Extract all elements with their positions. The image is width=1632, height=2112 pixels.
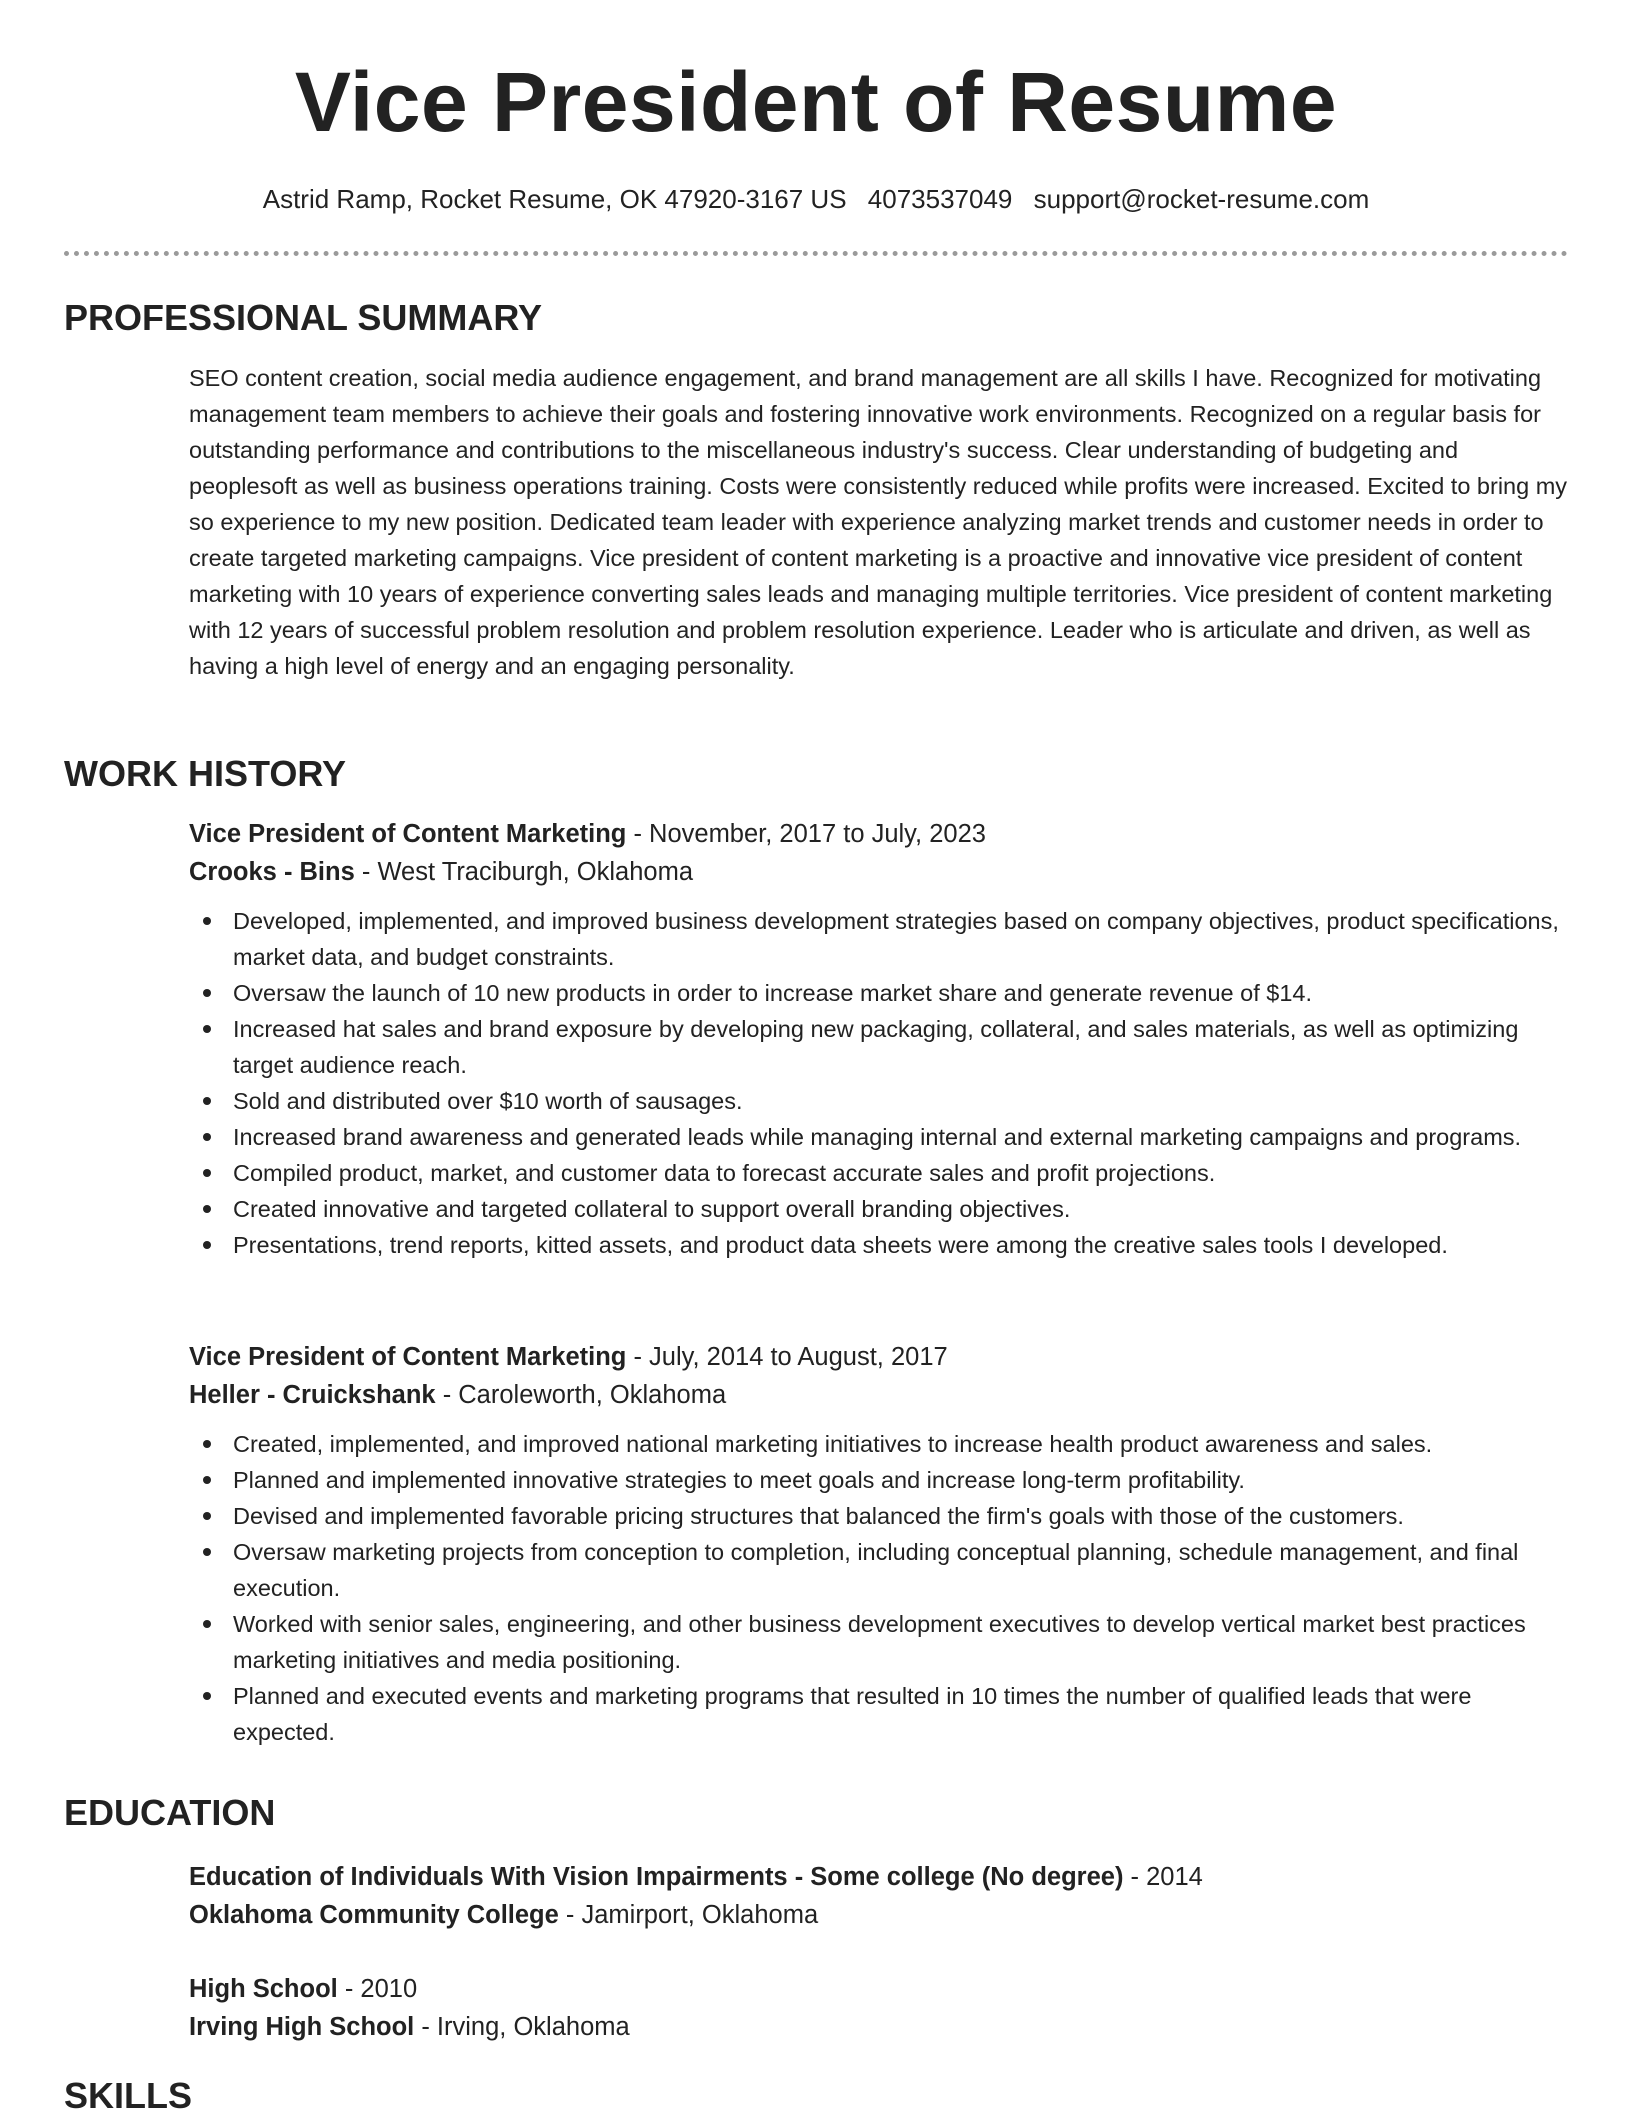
education-school-line xyxy=(189,1896,1569,1934)
job-entry xyxy=(189,1338,1569,1750)
job-title-line xyxy=(189,815,1569,853)
education-location: - Jamirport, Oklahoma xyxy=(558,1901,819,1929)
job-company: Crooks - Bins xyxy=(189,858,355,886)
education-school: Irving High School xyxy=(189,2013,415,2041)
job-bullet: Increased hat sales and brand exposure by developing new packaging, collateral, and sales materials, as well as optimizing target audience reach. xyxy=(189,1011,1569,1083)
education-entry xyxy=(189,1858,1569,1934)
job-bullet: Increased brand awareness and generated leads while managing internal and external marketing campaigns and programs. xyxy=(189,1119,1569,1155)
job-bullet: Planned and executed events and marketing programs that resulted in 10 times the number of qualified leads that were expected. xyxy=(189,1678,1569,1750)
job-bullet: Worked with senior sales, engineering, and other business development executives to develop vertical market best practices marketing initiatives and media positioning. xyxy=(189,1606,1569,1678)
contact-email: support@rocket-resume.com xyxy=(1033,184,1370,214)
contact-line xyxy=(0,182,1632,216)
job-location: - West Traciburgh, Oklahoma xyxy=(354,858,694,886)
education-degree-line xyxy=(189,1858,1569,1896)
skills-heading: SKILLS xyxy=(64,2075,193,2112)
job-bullet-list xyxy=(189,903,1569,1263)
education-location: - Irving, Oklahoma xyxy=(414,2013,630,2041)
education-entry xyxy=(189,1970,1569,2046)
job-entry xyxy=(189,815,1569,1263)
job-bullet: Created innovative and targeted collateral to support overall branding objectives. xyxy=(189,1191,1569,1227)
job-location: - Caroleworth, Oklahoma xyxy=(435,1381,727,1409)
education-school: Oklahoma Community College xyxy=(189,1901,559,1929)
education-year: - 2014 xyxy=(1123,1863,1203,1891)
job-company-line xyxy=(189,853,1569,891)
job-bullet: Oversaw marketing projects from conception to completion, including conceptual planning, schedule management, and final execution. xyxy=(189,1534,1569,1606)
job-company: Heller - Cruickshank xyxy=(189,1381,436,1409)
job-dates: - November, 2017 to July, 2023 xyxy=(626,820,986,848)
education-degree: High School xyxy=(189,1975,338,2003)
job-role: Vice President of Content Marketing xyxy=(189,820,627,848)
job-title-line xyxy=(189,1338,1569,1376)
education-year: - 2010 xyxy=(337,1975,418,2003)
header-divider xyxy=(64,251,1568,256)
education-degree: Education of Individuals With Vision Impairments - Some college (No degree) xyxy=(189,1863,1124,1891)
education-heading: EDUCATION xyxy=(64,1792,276,1833)
job-bullet: Planned and implemented innovative strategies to meet goals and increase long-term profitability. xyxy=(189,1462,1569,1498)
job-bullet: Created, implemented, and improved national marketing initiatives to increase health product awareness and sales. xyxy=(189,1426,1569,1462)
job-bullet: Oversaw the launch of 10 new products in order to increase market share and generate revenue of $14. xyxy=(189,975,1569,1011)
contact-phone: 4073537049 xyxy=(867,184,1013,214)
job-role: Vice President of Content Marketing xyxy=(189,1343,627,1371)
job-bullet: Presentations, trend reports, kitted assets, and product data sheets were among the creative sales tools I developed. xyxy=(189,1227,1569,1263)
work-history-heading: WORK HISTORY xyxy=(64,753,347,794)
education-degree-line xyxy=(189,1970,1569,2008)
education-school-line xyxy=(189,2008,1569,2046)
job-dates: - July, 2014 to August, 2017 xyxy=(626,1343,948,1371)
contact-address: Astrid Ramp, Rocket Resume, OK 47920-3167 US xyxy=(262,184,847,214)
job-bullet: Compiled product, market, and customer data to forecast accurate sales and profit projections. xyxy=(189,1155,1569,1191)
job-bullet: Devised and implemented favorable pricing structures that balanced the firm's goals with those of the customers. xyxy=(189,1498,1569,1534)
job-bullet: Sold and distributed over $10 worth of sausages. xyxy=(189,1083,1569,1119)
summary-text: SEO content creation, social media audience engagement, and brand management are all skills I have. Recognized for motivating management team members to achieve their goals and fostering innovative work environments. Recognized on a regular basis for outstanding performance and contributions to the miscellaneous industry's success. Clear understanding of budgeting and peoplesoft as well as business operations training. Costs were consistently reduced while profits were increased. Excited to bring my so experience to my new position. Dedicated team leader with experience analyzing market trends and customer needs in order to create targeted marketing campaigns. Vice president of content marketing is a proactive and innovative vice president of content marketing with 10 years of experience converting sales leads and managing multiple territories. Vice president of content marketing with 12 years of successful problem resolution and problem resolution experience. Leader who is articulate and driven, as well as having a high level of energy and an engaging personality. xyxy=(189,365,1568,679)
job-bullet-list xyxy=(189,1426,1569,1750)
job-bullet: Developed, implemented, and improved business development strategies based on company objectives, product specifications, market data, and budget constraints. xyxy=(189,903,1569,975)
job-company-line xyxy=(189,1376,1569,1414)
summary-heading: PROFESSIONAL SUMMARY xyxy=(64,297,543,338)
resume-name: Vice President of Resume xyxy=(294,55,1338,149)
